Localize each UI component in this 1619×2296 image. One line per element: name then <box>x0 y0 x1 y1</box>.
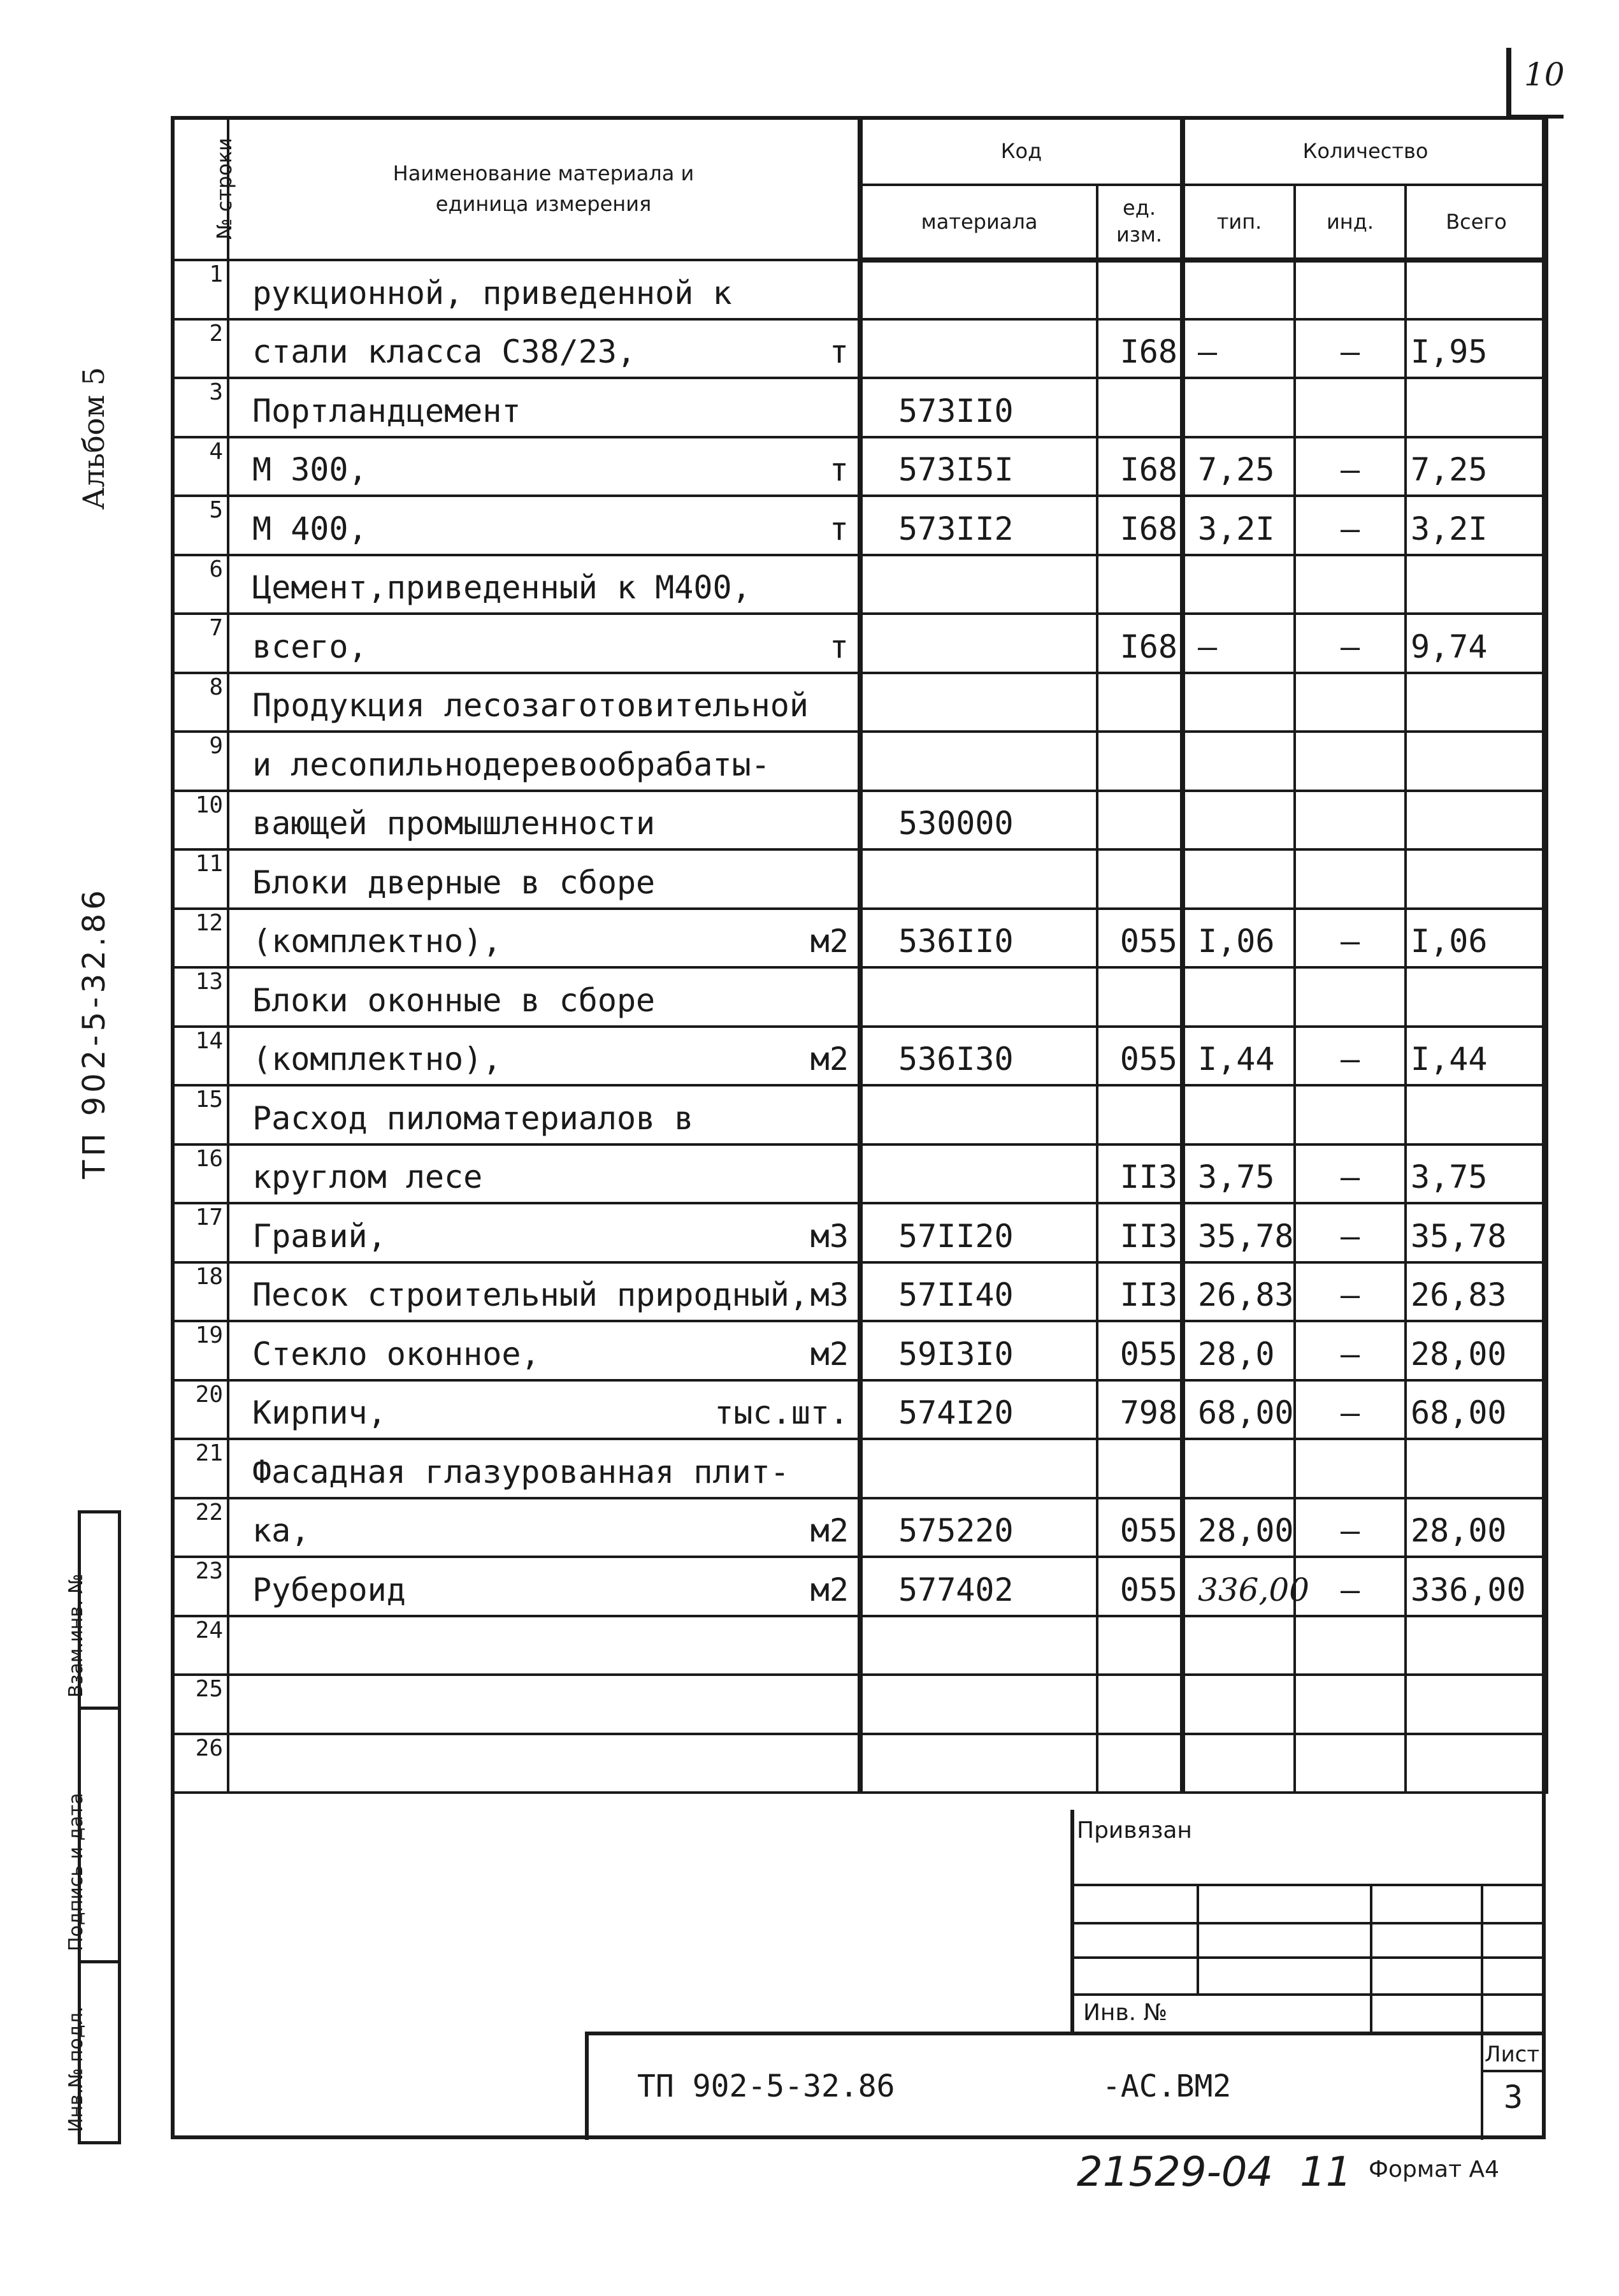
stamp-hline-4 <box>1074 1993 1546 1996</box>
qty-typ: 68,00 <box>1183 1380 1295 1440</box>
table-row <box>172 1262 1547 1322</box>
qty-total <box>1406 849 1547 909</box>
material-name <box>228 1498 860 1557</box>
qty-ind: – <box>1295 319 1406 379</box>
qty-total <box>1406 1439 1547 1498</box>
material-unit: м3 <box>810 1217 849 1255</box>
qty-typ <box>1183 732 1295 791</box>
row-number: 26 <box>172 1734 228 1793</box>
material-code <box>860 1675 1097 1734</box>
table-row <box>172 1616 1547 1675</box>
material-unit: м2 <box>810 1571 849 1608</box>
handwritten-doc-number: 21529-04 <box>1077 2149 1274 2196</box>
qty-ind: – <box>1295 1557 1406 1616</box>
unit-code <box>1097 849 1183 909</box>
qty-ind <box>1295 1734 1406 1793</box>
material-name-text: Блоки дверные в сборе <box>252 863 656 901</box>
side-stamp <box>65 1510 121 2144</box>
row-number: 13 <box>172 967 228 1027</box>
unit-code <box>1097 1616 1183 1675</box>
material-name-text: круглом лесе <box>252 1159 483 1195</box>
header-qty-ind: инд. <box>1295 185 1406 260</box>
qty-typ: 28,0 <box>1183 1321 1295 1380</box>
qty-ind <box>1295 1675 1406 1734</box>
qty-total: 26,83 <box>1406 1262 1547 1322</box>
qty-total <box>1406 1675 1547 1734</box>
qty-ind: – <box>1295 1144 1406 1204</box>
sheet-label: Лист <box>1485 2042 1540 2067</box>
unit-code <box>1097 1675 1183 1734</box>
material-unit: тыс.шт. <box>714 1394 849 1431</box>
material-name-text: ка, <box>252 1512 310 1549</box>
material-code <box>860 1085 1097 1144</box>
material-name <box>228 1085 860 1144</box>
material-name <box>228 1675 860 1734</box>
qty-typ: 26,83 <box>1183 1262 1295 1322</box>
material-name <box>228 1203 860 1262</box>
table-row <box>172 791 1547 850</box>
unit-code <box>1097 1439 1183 1498</box>
table-row <box>172 378 1547 437</box>
header-code-material: материала <box>860 185 1097 260</box>
table-row <box>172 673 1547 732</box>
material-name <box>228 732 860 791</box>
unit-code: I68 <box>1097 614 1183 673</box>
material-name-text: Фасадная глазурованная плит- <box>252 1453 789 1491</box>
material-name <box>228 673 860 732</box>
qty-total: I,44 <box>1406 1027 1547 1086</box>
material-code <box>860 732 1097 791</box>
material-name <box>228 1380 860 1440</box>
table-row <box>172 967 1547 1027</box>
material-unit: т <box>829 451 849 488</box>
material-name-text: Портландцемент <box>252 392 521 430</box>
linked-label: Привязан <box>1077 1817 1192 1844</box>
material-code: 530000 <box>860 791 1097 850</box>
qty-total: 68,00 <box>1406 1380 1547 1440</box>
unit-code <box>1097 673 1183 732</box>
doc-code-right: -АС.ВМ2 <box>1102 2069 1232 2104</box>
material-name-text: (комплектно), <box>252 1041 502 1078</box>
row-number: 1 <box>172 260 228 319</box>
material-unit: м2 <box>810 923 849 960</box>
material-name <box>228 791 860 850</box>
material-name <box>228 1262 860 1322</box>
qty-total: 336,00 <box>1406 1557 1547 1616</box>
qty-ind: – <box>1295 1498 1406 1557</box>
material-name <box>228 1144 860 1204</box>
qty-typ: 3,2I <box>1183 496 1295 555</box>
material-name-text: стали класса С38/23, <box>252 333 637 370</box>
material-name-text: М 400, <box>252 510 368 547</box>
qty-ind: – <box>1295 909 1406 968</box>
qty-total <box>1406 791 1547 850</box>
qty-typ: 3,75 <box>1183 1144 1295 1204</box>
material-name <box>228 967 860 1027</box>
stamp-label-signature-date: Подпись и дата <box>65 1793 87 1951</box>
stamp-hline-2 <box>1074 1922 1546 1924</box>
row-number: 18 <box>172 1262 228 1322</box>
table-row <box>172 1321 1547 1380</box>
qty-total: 9,74 <box>1406 614 1547 673</box>
material-code <box>860 614 1097 673</box>
qty-ind <box>1295 555 1406 614</box>
qty-ind: – <box>1295 496 1406 555</box>
qty-typ: 35,78 <box>1183 1203 1295 1262</box>
qty-total: 28,00 <box>1406 1498 1547 1557</box>
material-code <box>860 967 1097 1027</box>
material-name-text: вающей промышленности <box>252 805 656 842</box>
row-number: 22 <box>172 1498 228 1557</box>
unit-code <box>1097 555 1183 614</box>
material-code <box>860 1734 1097 1793</box>
stamp-sheet-hline <box>1481 2070 1546 2072</box>
table-row <box>172 555 1547 614</box>
row-number: 14 <box>172 1027 228 1086</box>
material-code: 574I20 <box>860 1380 1097 1440</box>
qty-ind <box>1295 732 1406 791</box>
stamp-vline-b <box>1370 1885 1372 2033</box>
row-number: 19 <box>172 1321 228 1380</box>
qty-typ <box>1183 1734 1295 1793</box>
material-code <box>860 1144 1097 1204</box>
qty-typ: I,06 <box>1183 909 1295 968</box>
qty-typ: I,44 <box>1183 1027 1295 1086</box>
material-unit: м3 <box>810 1276 849 1313</box>
table-row <box>172 1557 1547 1616</box>
row-number: 9 <box>172 732 228 791</box>
qty-total <box>1406 673 1547 732</box>
material-name-text: Песок строительный природный, <box>252 1276 809 1313</box>
row-number: 4 <box>172 437 228 496</box>
qty-total <box>1406 555 1547 614</box>
unit-code <box>1097 732 1183 791</box>
qty-ind: – <box>1295 1027 1406 1086</box>
qty-total: I,95 <box>1406 319 1547 379</box>
material-name-text: (комплектно), <box>252 923 502 960</box>
material-name-text: всего, <box>252 628 368 665</box>
qty-typ <box>1183 791 1295 850</box>
material-name <box>228 849 860 909</box>
qty-typ <box>1183 673 1295 732</box>
unit-code <box>1097 260 1183 319</box>
material-code <box>860 849 1097 909</box>
stamp-title-left <box>585 2032 589 2140</box>
qty-total: 28,00 <box>1406 1321 1547 1380</box>
material-code: 573II0 <box>860 378 1097 437</box>
page-number: 10 <box>1524 56 1565 93</box>
material-name <box>228 1027 860 1086</box>
material-name <box>228 496 860 555</box>
qty-typ: – <box>1183 319 1295 379</box>
handwritten-page-number: 11 <box>1300 2149 1352 2196</box>
material-name-text: Гравий, <box>252 1217 387 1255</box>
material-code <box>860 555 1097 614</box>
unit-code: 055 <box>1097 1027 1183 1086</box>
stamp-cell-signature-date <box>65 1710 118 1963</box>
table-row <box>172 1439 1547 1498</box>
qty-ind <box>1295 378 1406 437</box>
row-number: 25 <box>172 1675 228 1734</box>
table-row <box>172 1203 1547 1262</box>
stamp-label-original-inv: Инв.№ подл. <box>65 2006 87 2132</box>
qty-ind <box>1295 791 1406 850</box>
qty-ind <box>1295 1439 1406 1498</box>
header-qty-total: Всего <box>1406 185 1547 260</box>
qty-ind <box>1295 673 1406 732</box>
row-number: 5 <box>172 496 228 555</box>
qty-ind: – <box>1295 437 1406 496</box>
qty-ind: – <box>1295 1203 1406 1262</box>
stamp-hline-1 <box>1074 1884 1546 1886</box>
material-code <box>860 319 1097 379</box>
qty-ind: – <box>1295 614 1406 673</box>
material-code: 57II20 <box>860 1203 1097 1262</box>
table-row <box>172 1144 1547 1204</box>
qty-ind <box>1295 260 1406 319</box>
material-code: 59I3I0 <box>860 1321 1097 1380</box>
header-code-group: Код <box>860 117 1183 185</box>
material-code <box>860 1439 1097 1498</box>
unit-code <box>1097 1734 1183 1793</box>
qty-typ <box>1183 967 1295 1027</box>
unit-code: 055 <box>1097 1557 1183 1616</box>
qty-ind: – <box>1295 1262 1406 1322</box>
qty-total <box>1406 378 1547 437</box>
material-name <box>228 1321 860 1380</box>
material-code <box>860 1616 1097 1675</box>
qty-total <box>1406 1616 1547 1675</box>
unit-code: 055 <box>1097 1498 1183 1557</box>
qty-typ <box>1183 555 1295 614</box>
table-row <box>172 1675 1547 1734</box>
unit-code: II3 <box>1097 1144 1183 1204</box>
qty-typ <box>1183 260 1295 319</box>
header-qty-typ: тип. <box>1183 185 1295 260</box>
row-number: 6 <box>172 555 228 614</box>
material-name <box>228 1616 860 1675</box>
material-name <box>228 319 860 379</box>
row-number: 24 <box>172 1616 228 1675</box>
table-row <box>172 319 1547 379</box>
material-name-text: рукционной, приведенной к <box>252 274 732 312</box>
material-unit: м2 <box>810 1512 849 1549</box>
header-code-unit: ед. изм. <box>1097 185 1183 260</box>
unit-code: II3 <box>1097 1203 1183 1262</box>
material-code: 57II40 <box>860 1262 1097 1322</box>
unit-code <box>1097 791 1183 850</box>
material-code: 536I30 <box>860 1027 1097 1086</box>
table-row <box>172 1734 1547 1793</box>
qty-ind <box>1295 1085 1406 1144</box>
material-name-text: и лесопильнодеревообрабаты- <box>252 746 770 783</box>
qty-ind <box>1295 1616 1406 1675</box>
table-row <box>172 1498 1547 1557</box>
unit-code <box>1097 378 1183 437</box>
qty-total <box>1406 732 1547 791</box>
unit-code <box>1097 1085 1183 1144</box>
material-name <box>228 1734 860 1793</box>
material-code: 577402 <box>860 1557 1097 1616</box>
row-number: 10 <box>172 791 228 850</box>
material-name <box>228 378 860 437</box>
sheet-number: 3 <box>1504 2079 1523 2116</box>
qty-ind: – <box>1295 1380 1406 1440</box>
row-number: 21 <box>172 1439 228 1498</box>
table-row <box>172 732 1547 791</box>
material-name-text: Расход пиломатериалов в <box>252 1099 694 1137</box>
unit-code: I68 <box>1097 437 1183 496</box>
material-name-text: Стекло оконное, <box>252 1335 540 1373</box>
stamp-cell-replaced-inv <box>65 1513 118 1710</box>
material-name <box>228 614 860 673</box>
unit-code: 055 <box>1097 1321 1183 1380</box>
unit-code: 798 <box>1097 1380 1183 1440</box>
qty-typ: 28,00 <box>1183 1498 1295 1557</box>
qty-typ <box>1183 378 1295 437</box>
header-name: Наименование материала и единица измерения <box>228 117 860 260</box>
row-number: 11 <box>172 849 228 909</box>
qty-total <box>1406 967 1547 1027</box>
table-row <box>172 909 1547 968</box>
material-code <box>860 260 1097 319</box>
material-name <box>228 260 860 319</box>
material-code: 536II0 <box>860 909 1097 968</box>
project-code-side: ТП 902-5-32.86 <box>76 886 112 1179</box>
material-code: 573I5I <box>860 437 1097 496</box>
material-name-text: М 300, <box>252 451 368 488</box>
material-name <box>228 909 860 968</box>
row-number: 8 <box>172 673 228 732</box>
material-name <box>228 555 860 614</box>
inv-label: Инв. № <box>1083 2000 1168 2026</box>
corner-mark-vertical <box>1506 48 1511 115</box>
stamp-linked-vline <box>1070 1810 1074 2033</box>
table-row <box>172 1085 1547 1144</box>
stamp-vline-a <box>1197 1885 1199 1993</box>
stamp-hline-3 <box>1074 1956 1546 1959</box>
qty-typ <box>1183 1616 1295 1675</box>
doc-code-left: ТП 902-5-32.86 <box>637 2069 895 2104</box>
row-number: 16 <box>172 1144 228 1204</box>
qty-ind <box>1295 967 1406 1027</box>
row-number: 7 <box>172 614 228 673</box>
stamp-title-top <box>585 2032 1546 2035</box>
materials-table <box>171 116 1548 1794</box>
header-row-number: № строки <box>172 117 228 260</box>
table-row <box>172 614 1547 673</box>
qty-ind: – <box>1295 1321 1406 1380</box>
qty-typ: 336,00 <box>1183 1557 1295 1616</box>
material-name <box>228 1557 860 1616</box>
row-number: 12 <box>172 909 228 968</box>
table-row <box>172 260 1547 319</box>
qty-total: 3,75 <box>1406 1144 1547 1204</box>
row-number: 15 <box>172 1085 228 1144</box>
material-code: 575220 <box>860 1498 1097 1557</box>
qty-typ <box>1183 849 1295 909</box>
row-number: 2 <box>172 319 228 379</box>
material-name-text: Цемент,приведенный к М400, <box>252 569 751 606</box>
material-unit: т <box>829 628 849 665</box>
stamp-label-replaced-inv: Взам.инв. № <box>65 1573 87 1698</box>
unit-code: II3 <box>1097 1262 1183 1322</box>
unit-code: I68 <box>1097 319 1183 379</box>
row-number: 23 <box>172 1557 228 1616</box>
table-row <box>172 1380 1547 1440</box>
qty-total <box>1406 260 1547 319</box>
qty-total: 7,25 <box>1406 437 1547 496</box>
qty-typ <box>1183 1439 1295 1498</box>
material-code: 573II2 <box>860 496 1097 555</box>
qty-typ: 7,25 <box>1183 437 1295 496</box>
qty-total <box>1406 1085 1547 1144</box>
qty-total <box>1406 1734 1547 1793</box>
material-unit: т <box>829 510 849 547</box>
unit-code: 055 <box>1097 909 1183 968</box>
qty-total: 3,2I <box>1406 496 1547 555</box>
header-quantity-group: Количество <box>1183 117 1547 185</box>
qty-total: I,06 <box>1406 909 1547 968</box>
material-name <box>228 437 860 496</box>
material-unit: м2 <box>810 1335 849 1373</box>
format-label: Формат А4 <box>1369 2156 1500 2183</box>
qty-typ <box>1183 1085 1295 1144</box>
unit-code <box>1097 967 1183 1027</box>
material-name-text: Кирпич, <box>252 1394 387 1431</box>
unit-code: I68 <box>1097 496 1183 555</box>
table-row <box>172 437 1547 496</box>
material-name <box>228 1439 860 1498</box>
album-label: Альбом 5 <box>76 366 111 510</box>
table-row <box>172 1027 1547 1086</box>
stamp-cell-original-inv <box>65 1963 118 2141</box>
qty-typ: – <box>1183 614 1295 673</box>
material-name-text: Рубероид <box>252 1571 406 1608</box>
table-row <box>172 849 1547 909</box>
material-code <box>860 673 1097 732</box>
material-name-text: Блоки оконные в сборе <box>252 981 656 1019</box>
row-number: 3 <box>172 378 228 437</box>
row-number: 17 <box>172 1203 228 1262</box>
material-unit: т <box>829 333 849 370</box>
table-row <box>172 496 1547 555</box>
qty-total: 35,78 <box>1406 1203 1547 1262</box>
qty-typ <box>1183 1675 1295 1734</box>
qty-ind <box>1295 849 1406 909</box>
material-name-text: Продукция лесозаготовительной <box>252 687 809 724</box>
material-unit: м2 <box>810 1041 849 1078</box>
row-number: 20 <box>172 1380 228 1440</box>
stamp-vline-c <box>1481 1885 1483 2140</box>
